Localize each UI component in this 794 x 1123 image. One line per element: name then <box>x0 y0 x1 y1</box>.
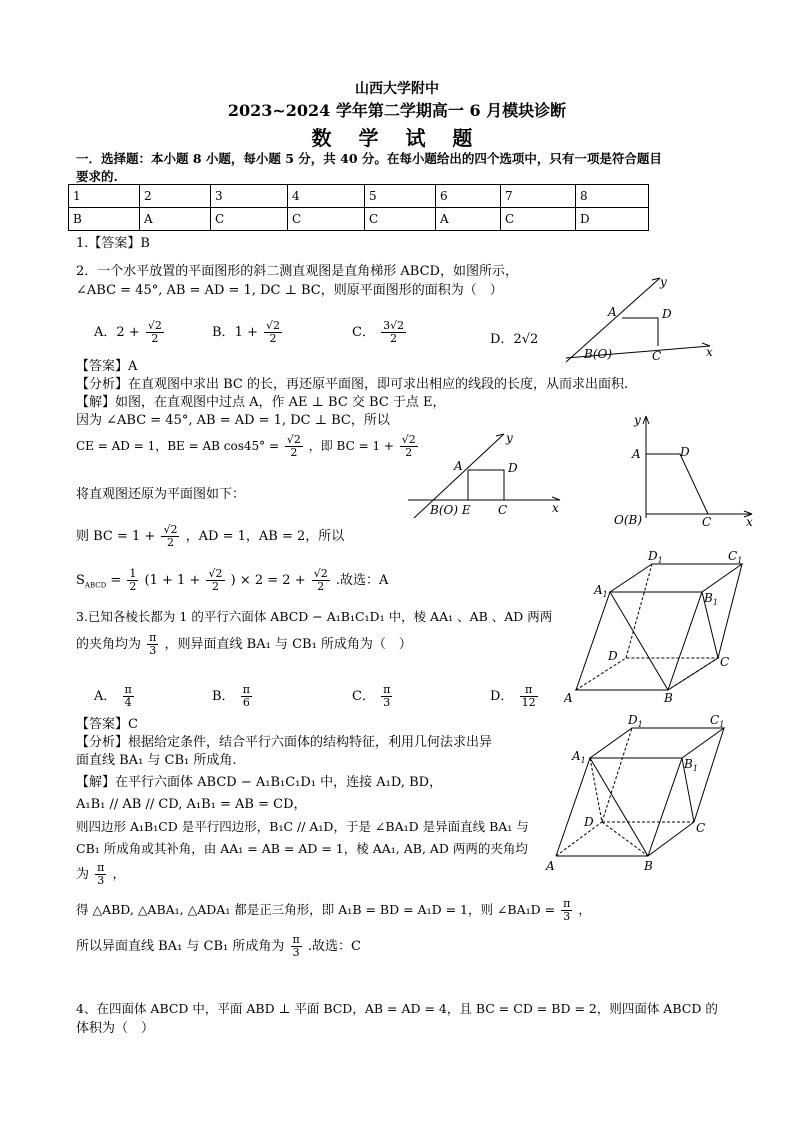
fraction: $\frac{\pi}{3}$ <box>97 861 105 887</box>
point-d-label: D <box>584 815 594 829</box>
point-a-label: A <box>632 447 641 461</box>
section-intro-line1: 一．选择题：本小题 8 小题，每小题 5 分，共 40 分。在每小题给出的四个选项中，只有一项是符合题目 <box>76 151 662 166</box>
edge-ad <box>556 822 602 856</box>
point-a1-label: $A_1$ <box>594 583 608 599</box>
x-label: x <box>552 501 559 515</box>
q2-restored-plane-figure <box>600 410 760 528</box>
q2-stem-line1: 2．一个水平放置的平面图形的斜二测直观图是直角梯形 ABCD，如图所示， <box>76 264 518 279</box>
point-a-label: A <box>546 859 555 873</box>
q3-answer: 【答案】C <box>76 717 138 732</box>
trapezoid-top-right <box>622 318 658 346</box>
table-cell: 1 <box>69 185 140 208</box>
q3-solution-line1: 【解】在平行六面体 ABCD − A₁B₁C₁D₁ 中，连接 A₁D, BD， <box>76 775 443 790</box>
table-cell: C <box>501 208 576 231</box>
fraction: $\frac{\pi}{4}$ <box>124 683 132 709</box>
q2-option-c: C． $\frac{3√2}{2}$ <box>352 319 405 345</box>
q3-solution-line2: A₁B₁ // AB // CD, A₁B₁ = AB = CD， <box>76 797 307 812</box>
fraction: $\frac{\pi}{3}$ <box>563 897 571 923</box>
q3-stem-line2: 的夹角均为 $\frac{\pi}{3}$ ，则异面直线 BA₁ 与 CB₁ 所成角为（ ） <box>76 631 412 657</box>
fraction: $\frac{\pi}{3}$ <box>292 933 300 959</box>
q2-solution-line4: 将直观图还原为平面图如下： <box>76 487 246 502</box>
q2-solution-oblique-figure <box>404 430 566 522</box>
point-c-label: C <box>696 821 706 835</box>
fraction: $\frac{√2}{2}$ <box>401 433 416 459</box>
q3-solution-line6: 得 △ABD, △ABA₁, △ADA₁ 都是正三角形，即 A₁B = BD = A₁D = 1，则 ∠BA₁D = $\frac{\pi}{3}$ ， <box>76 897 591 923</box>
table-cell: B <box>69 208 140 231</box>
q3-stem-line1: 3.已知各棱长都为 1 的平行六面体 ABCD − A₁B₁C₁D₁ 中，棱 AA₁ 、AB 、AD 两两 <box>76 609 553 624</box>
fraction: $\frac{√2}{2}$ <box>286 433 301 459</box>
q2-solution-line2: 因为 ∠ABC = 45°, AB = AD = 1, DC ⊥ BC，所以 <box>76 413 390 428</box>
point-b1-label: $B_1$ <box>684 757 698 773</box>
q3-solution-line7: 所以异面直线 BA₁ 与 CB₁ 所成角为 $\frac{\pi}{3}$ .故选：C <box>76 933 362 959</box>
table-cell: A <box>140 208 211 231</box>
trapezoid-top-right <box>468 470 504 500</box>
point-d-label: D <box>680 445 690 459</box>
q1-answer: 1.【答案】B <box>76 236 150 251</box>
point-b1-label: $B_1$ <box>704 591 718 607</box>
q3-solution-line3: 则四边形 A₁B₁CD 是平行四边形，B₁C // A₁D，于是 ∠BA₁D 是异面直线 BA₁ 与 <box>76 819 529 834</box>
q3-analysis-line1: 【分析】根据给定条件，结合平行六面体的结构特征，利用几何法求出异 <box>76 735 493 750</box>
q3-parallelepiped-figure <box>564 546 764 708</box>
edge-aa1 <box>556 758 590 856</box>
point-a-label: A <box>564 691 573 705</box>
point-d1-label: $D_1$ <box>648 549 663 565</box>
fraction: $\frac{√2}{2}$ <box>208 567 223 593</box>
q2-option-b: B．1 + $\frac{√2}{2}$ <box>212 319 281 345</box>
table-cell: A <box>436 208 501 231</box>
fraction: $\frac{\pi}{6}$ <box>242 683 250 709</box>
q2-stem-line2: ∠ABC = 45°, AB = AD = 1, DC ⊥ BC，则原平面图形的面积为（ ） <box>76 283 503 298</box>
q2-analysis: 【分析】在直观图中求出 BC 的长，再还原平面图，即可求出相应的线段的长度，从而求出面积. <box>76 377 629 392</box>
x-label: x <box>706 345 713 359</box>
fraction: $\frac{\pi}{3}$ <box>149 631 157 657</box>
point-a1-label: $A_1$ <box>572 749 586 765</box>
point-c1-label: $C_1$ <box>728 549 743 565</box>
segment-a1b <box>610 592 668 690</box>
point-d1-label: $D_1$ <box>628 713 643 729</box>
fraction: $\frac{√2}{2}$ <box>147 319 162 345</box>
q2-oblique-figure <box>560 270 720 370</box>
q3-solution-line4: CB₁ 所成角或其补角，由 AA₁ = AB = AD = 1，棱 AA₁, AB, AD 两两的夹角均 <box>76 841 528 856</box>
point-c-label: C <box>702 515 712 528</box>
y-axis <box>566 278 660 362</box>
point-d-label: D <box>662 307 672 321</box>
point-a-label: A <box>608 305 617 319</box>
q3-option-a: A． $\frac{\pi}{4}$ <box>94 683 132 709</box>
table-row-numbers <box>69 185 649 208</box>
point-c-label: C <box>652 349 662 363</box>
table-cell: 2 <box>140 185 211 208</box>
y-label: y <box>660 275 667 289</box>
q3-solution-line5: 为 $\frac{\pi}{3}$ ， <box>76 861 126 887</box>
edge-bc <box>648 822 694 856</box>
top-face <box>590 728 724 758</box>
q4-stem-line1: 4、在四面体 ABCD 中，平面 ABD ⊥ 平面 BCD，AB = AD = 4，且 BC = CD = BD = 2，则四面体 ABCD 的 <box>76 1001 718 1016</box>
q3-solution-parallelepiped-figure <box>544 710 744 876</box>
edge-bb1 <box>648 758 682 856</box>
bottom-face <box>576 658 718 690</box>
edge-bc <box>668 658 718 690</box>
x-label: x <box>746 515 753 528</box>
segment-a1b <box>590 758 648 856</box>
fraction: $\frac{1}{2}$ <box>129 567 137 593</box>
table-cell: 6 <box>436 185 501 208</box>
exam-term: 2023~2024 学年第二学期高一 6 月模块诊断 <box>227 101 567 120</box>
q3-option-c: C． $\frac{\pi}{3}$ <box>352 683 391 709</box>
y-label: y <box>506 431 513 445</box>
q2-option-d: D．2√2 <box>490 332 539 347</box>
table-row-answers <box>69 208 649 231</box>
edge-dd1 <box>626 564 652 658</box>
table-cell: 4 <box>288 185 365 208</box>
fraction: $\frac{3√2}{2}$ <box>383 319 405 345</box>
fraction: $\frac{√2}{2}$ <box>163 523 178 549</box>
q3-option-d: D． $\frac{\pi}{12}$ <box>490 683 536 709</box>
edge-dd1 <box>602 728 632 822</box>
point-d-label: D <box>608 649 618 663</box>
edge-cc1 <box>694 728 724 822</box>
fraction: $\frac{\pi}{12}$ <box>521 683 536 709</box>
q2-option-a: A．2 + $\frac{√2}{2}$ <box>94 319 162 345</box>
q2-answer: 【答案】A <box>76 359 138 374</box>
fraction: $\frac{√2}{2}$ <box>266 319 281 345</box>
point-b-label: B(O) <box>584 347 613 361</box>
school-name: 山西大学附中 <box>355 81 439 97</box>
section-intro-line2: 要求的. <box>76 169 118 184</box>
point-c-label: C <box>720 655 730 669</box>
table-cell: C <box>288 208 365 231</box>
trapezoid-outline <box>646 454 708 514</box>
table-cell: 5 <box>365 185 436 208</box>
point-d-label: D <box>508 461 518 475</box>
y-label: y <box>634 413 641 427</box>
origin-label: O(B) <box>614 513 643 527</box>
edge-aa1 <box>576 592 610 690</box>
point-b-label: B <box>664 691 673 705</box>
q3-analysis-line2: 面直线 BA₁ 与 CB₁ 所成角. <box>76 753 237 768</box>
point-c-label: C <box>498 503 508 517</box>
point-a-label: A <box>454 459 463 473</box>
q2-solution-line1: 【解】如图，在直观图中过点 A，作 AE ⊥ BC 交 BC 于点 E， <box>76 395 446 410</box>
q2-solution-line5: 则 BC = 1 + $\frac{√2}{2}$ ，AD = 1，AB = 2，所以 <box>76 523 345 549</box>
top-face <box>610 564 742 592</box>
table-cell: 3 <box>211 185 288 208</box>
table-cell: C <box>211 208 288 231</box>
point-b-label: B <box>644 859 653 873</box>
table-cell: 8 <box>576 185 649 208</box>
table-cell: C <box>365 208 436 231</box>
fraction: $\frac{\pi}{3}$ <box>383 683 391 709</box>
point-b-e-label: B(O) E <box>430 503 471 517</box>
q2-solution-line6: $S_{ABCD}$ = $\frac{1}{2}$ (1 + 1 + $\frac{√2}{2}$ ) × 2 = 2 + $\frac{√2}{2}$ .故选：A <box>76 567 389 593</box>
segment-bd <box>602 822 648 856</box>
table-cell: D <box>576 208 649 231</box>
edge-bb1 <box>668 592 702 690</box>
q3-option-b: B． $\frac{\pi}{6}$ <box>212 683 250 709</box>
table-cell: 7 <box>501 185 576 208</box>
exam-subject: 数 学 试 题 <box>311 126 483 150</box>
q4-stem-line2: 体积为（ ） <box>76 1021 155 1036</box>
point-c1-label: $C_1$ <box>710 713 725 729</box>
fraction: $\frac{√2}{2}$ <box>313 567 328 593</box>
answer-table <box>68 184 649 231</box>
q2-solution-line3: CE = AD = 1，BE = AB cos45° = $\frac{√2}{2}$ ，即 BC = 1 + $\frac{√2}{2}$ <box>76 433 416 459</box>
